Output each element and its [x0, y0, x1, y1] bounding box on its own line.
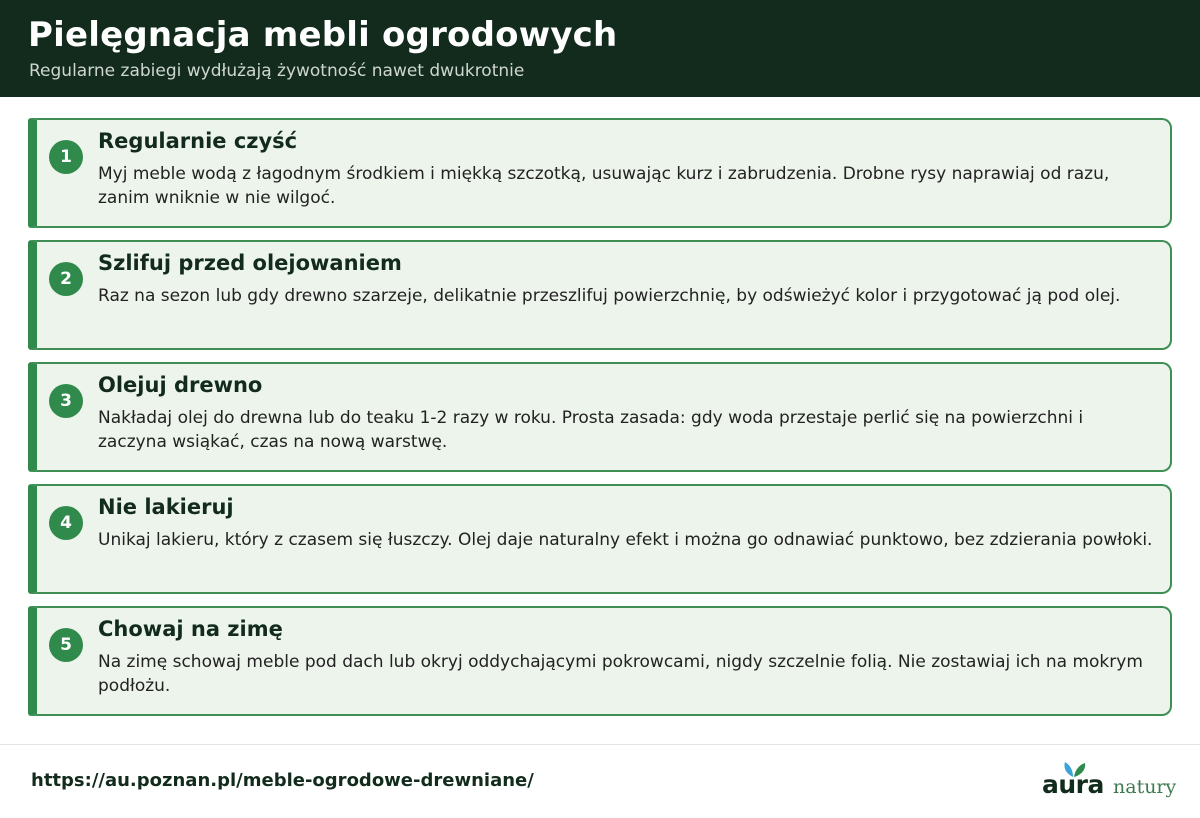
step-card	[28, 362, 1172, 472]
logo-brand: aura	[1042, 770, 1104, 799]
step-description: Unikaj lakieru, który z czasem się łuszczy. Olej daje naturalny efekt i można go odnawiać punktowo, bez zdzierania powłoki.	[98, 530, 1153, 550]
footer-divider	[0, 744, 1200, 745]
logo-tagline: natury	[1113, 776, 1177, 798]
step-number-badge: 5	[49, 628, 83, 662]
step-card	[28, 606, 1172, 716]
steps-list	[28, 118, 1172, 728]
step-number-badge: 2	[49, 262, 83, 296]
step-number-badge: 3	[49, 384, 83, 418]
step-title: Nie lakieruj	[98, 495, 234, 519]
step-description: Nakładaj olej do drewna lub do teaku 1-2 razy w roku. Prosta zasada: gdy woda przestaje perlić się na powierzchni i zaczyna wsiąkać, czas na nową warstwę.	[98, 408, 1084, 452]
step-number-badge: 4	[49, 506, 83, 540]
step-description: Raz na sezon lub gdy drewno szarzeje, delikatnie przeszlifuj powierzchnię, by odświeżyć kolor i przygotować ją pod olej.	[98, 286, 1121, 306]
header-banner	[0, 0, 1200, 97]
step-title: Olejuj drewno	[98, 373, 263, 397]
step-title: Szlifuj przed olejowaniem	[98, 251, 402, 275]
step-card	[28, 118, 1172, 228]
step-title: Regularnie czyść	[98, 129, 298, 153]
page-subtitle: Regularne zabiegi wydłużają żywotność nawet dwukrotnie	[29, 61, 525, 81]
step-description: Na zimę schowaj meble pod dach lub okryj oddychającymi pokrowcami, nigdy szczelnie folią. Nie zostawiaj ich na mokrym podłożu.	[98, 652, 1143, 696]
page-title: Pielęgnacja mebli ogrodowych	[28, 15, 618, 55]
step-card	[28, 484, 1172, 594]
source-url-link[interactable]: https://au.poznan.pl/meble-ogrodowe-drewniane/	[31, 770, 534, 791]
aura-natury-logo	[1040, 760, 1175, 805]
step-title: Chowaj na zimę	[98, 617, 283, 641]
step-number-badge: 1	[49, 140, 83, 174]
step-card	[28, 240, 1172, 350]
step-description: Myj meble wodą z łagodnym środkiem i miękką szczotką, usuwając kurz i zabrudzenia. Drobne rysy naprawiaj od razu, zanim wniknie w nie wilgoć.	[98, 164, 1110, 208]
